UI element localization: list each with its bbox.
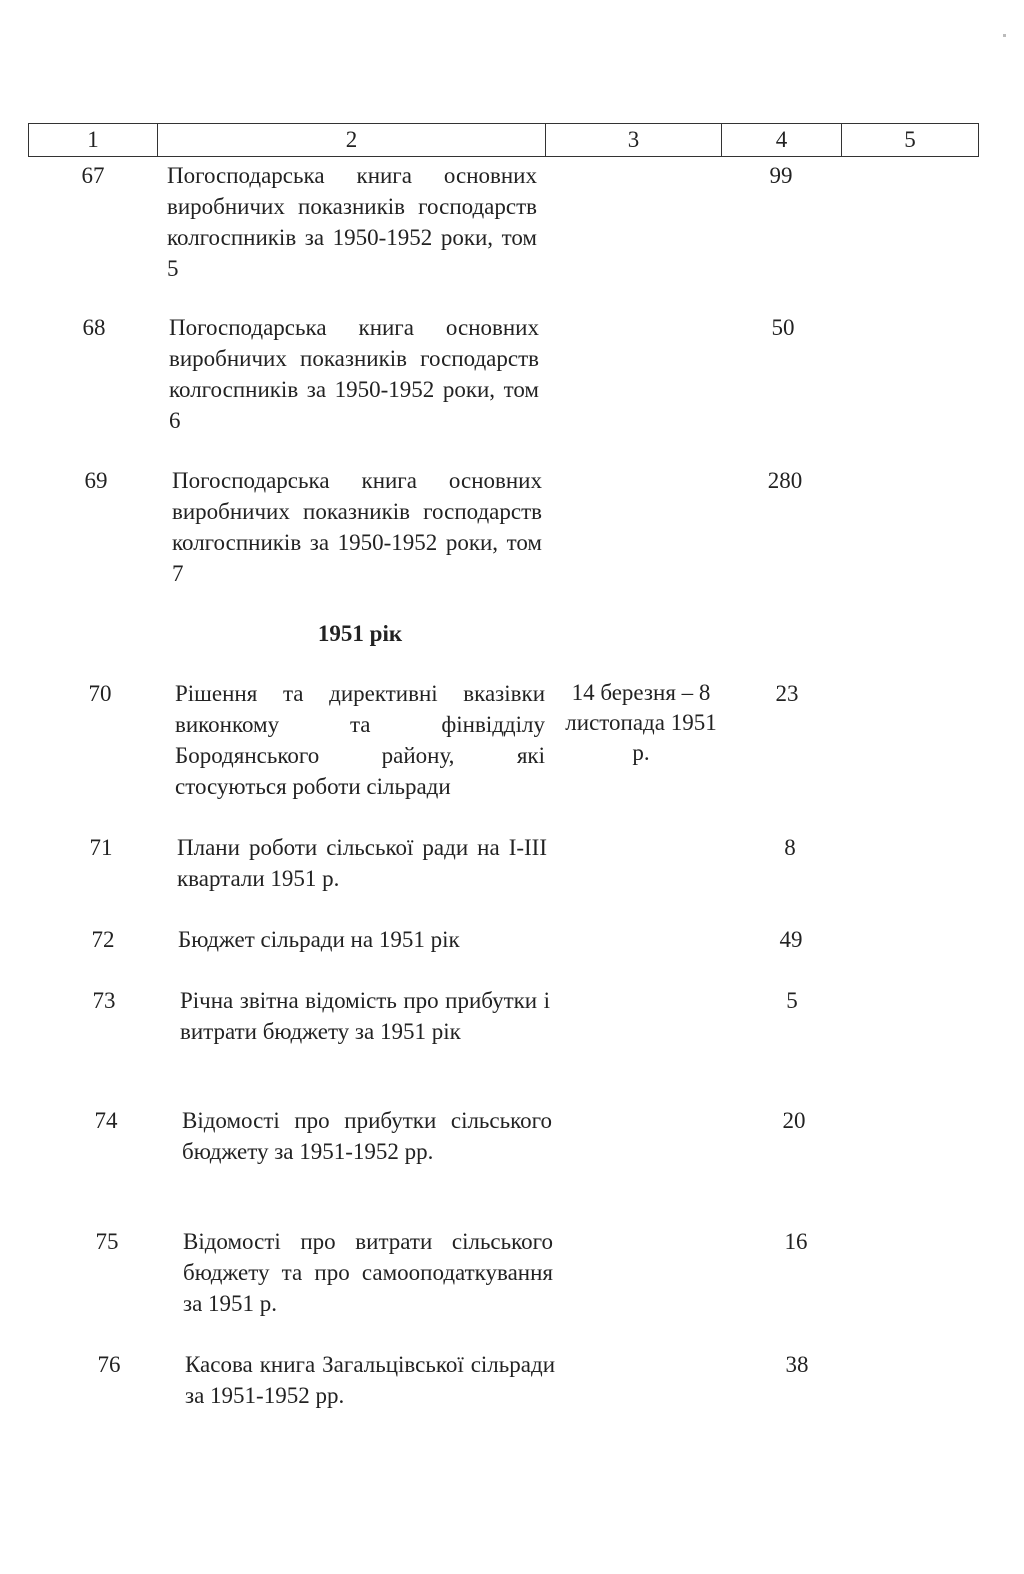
- scan-mark: [1003, 34, 1006, 37]
- row-title: Відомості про витрати сільського бюджету та про самооподаткування за 1951 р.: [183, 1229, 553, 1316]
- row-number: 70: [88, 681, 112, 706]
- row-number: 76: [97, 1352, 121, 1377]
- row-number: 71: [89, 835, 113, 860]
- row-sheet-count: 38: [785, 1352, 809, 1377]
- row-sheet-count: 99: [769, 163, 793, 188]
- row-sheet-count: 5: [786, 988, 798, 1013]
- column-header-3: 3: [546, 124, 722, 157]
- row-dates: 14 березня – 8 листопада 1951 р.: [565, 680, 717, 765]
- row-number: 74: [94, 1108, 118, 1133]
- row-sheet-count: 8: [784, 835, 796, 860]
- row-title: Річна звітна відомість про прибутки і витрати бюджету за 1951 рік: [180, 988, 550, 1044]
- row-sheet-count: 23: [775, 681, 799, 706]
- section-heading-year: 1951 рік: [317, 621, 403, 646]
- row-title: Погосподарська книга основних виробничих показників господарств колгоспників за 1950-1952 роки, том 5: [167, 163, 537, 281]
- row-title: Відомості про прибутки сільського бюджету за 1951-1952 рр.: [182, 1108, 552, 1164]
- row-title: Погосподарська книга основних виробничих показників господарств колгоспників за 1950-1952 роки, том 6: [169, 315, 539, 433]
- row-sheet-count: 49: [779, 927, 803, 952]
- column-header-4: 4: [722, 124, 842, 157]
- row-number: 69: [84, 468, 108, 493]
- column-header-row: [29, 124, 979, 157]
- column-header-1: 1: [29, 124, 158, 157]
- column-header-5: 5: [842, 124, 979, 157]
- row-sheet-count: 280: [767, 468, 803, 493]
- row-title: Погосподарська книга основних виробничих показників господарств колгоспників за 1950-1952 роки, том 7: [172, 468, 542, 586]
- column-header-table: [28, 123, 979, 157]
- row-number: 68: [82, 315, 106, 340]
- row-title: Касова книга Загальцівської сільради за 1951-1952 рр.: [185, 1352, 555, 1408]
- row-number: 75: [95, 1229, 119, 1254]
- row-number: 73: [92, 988, 116, 1013]
- row-number: 72: [91, 927, 115, 952]
- row-title: Бюджет сільради на 1951 рік: [178, 927, 460, 952]
- row-title: Плани роботи сільської ради на I-III квартали 1951 р.: [177, 835, 547, 891]
- row-sheet-count: 20: [782, 1108, 806, 1133]
- row-sheet-count: 50: [771, 315, 795, 340]
- column-header-2: 2: [158, 124, 546, 157]
- row-number: 67: [81, 163, 105, 188]
- row-title: Рішення та директивні вказівки виконкому та фінвідділу Бородянського району, які стосуються роботи сільради: [175, 681, 545, 799]
- row-sheet-count: 16: [784, 1229, 808, 1254]
